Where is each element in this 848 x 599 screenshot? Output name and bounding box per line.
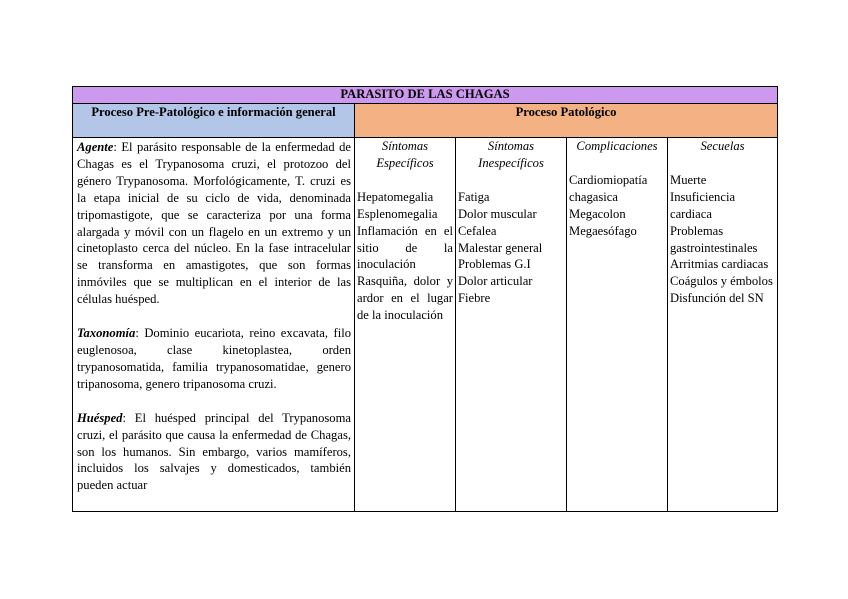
- list-item: Esplenomegalia: [357, 206, 438, 221]
- sintomas-especificos-cell: [355, 138, 456, 512]
- list-item: Malestar general: [458, 240, 543, 255]
- agente-term: Agente: [77, 140, 114, 154]
- secuelas-header: Secuelas: [700, 139, 745, 153]
- list-item: Arritmias cardiacas: [670, 257, 769, 272]
- header-row: [73, 104, 778, 138]
- list-item: Inflamación en el sitio de la inoculación: [357, 223, 453, 272]
- huesped-text: : El huésped principal del Trypanosoma cruzi, el parásito que causa la enfermedad de Chagas, son los humanos. Sin embargo, varios mamíferos, incluidos los salvajes y domesticados, también pueden actuar: [77, 410, 351, 493]
- huesped-paragraph: [77, 410, 351, 495]
- list-item: Fatiga: [458, 189, 490, 204]
- sintomas-especificos-list: [357, 189, 453, 324]
- header-patologico: Proceso Patológico: [355, 104, 778, 138]
- list-item: Dolor muscular: [458, 206, 537, 221]
- list-item: Fiebre: [458, 291, 491, 306]
- secuelas-cell: [668, 138, 778, 512]
- list-item: Insuficiencia cardiaca: [670, 189, 736, 221]
- sintomas-especificos-header: Síntomas Específicos: [376, 139, 434, 170]
- taxonomia-paragraph: [77, 325, 351, 393]
- list-item: Problemas G.I: [458, 257, 531, 272]
- list-item: Muerte: [670, 172, 707, 187]
- header-pre-patologico: Proceso Pre-Patológico e información general: [73, 104, 355, 138]
- list-item: Hepatomegalia: [357, 189, 434, 204]
- list-item: Problemas gastrointestinales: [670, 223, 758, 255]
- taxonomia-term: Taxonomía: [77, 326, 136, 341]
- sintomas-inespecificos-list: [458, 189, 564, 307]
- huesped-term: Huésped: [77, 410, 123, 425]
- agente-paragraph: [77, 139, 351, 308]
- list-item: Cefalea: [458, 223, 497, 238]
- table-title: PARASITO DE LAS CHAGAS: [73, 87, 778, 104]
- list-item: Rasquiña, dolor y ardor en el lugar de la inoculación: [357, 274, 453, 323]
- complicaciones-cell: [567, 138, 668, 512]
- secuelas-list: [670, 172, 775, 307]
- taxonomia-text: : Dominio eucariota, reino excavata, filo euglenosoa, clase kinetoplastea, orden trypanosomatida, familia trypanosomatidae, genero tripanosoma, genero tripanosoma cruzi.: [77, 326, 351, 391]
- list-item: Cardiomiopatía chagasica: [569, 172, 648, 204]
- chagas-table: [72, 86, 778, 512]
- complicaciones-header: Complicaciones: [576, 139, 658, 153]
- list-item: Dolor articular: [458, 274, 533, 289]
- list-item: Coágulos y émbolos: [670, 274, 773, 289]
- list-item: Disfunción del SN: [670, 291, 764, 306]
- sintomas-inespecificos-header: Síntomas Inespecíficos: [478, 139, 544, 170]
- general-info-cell: [73, 138, 355, 512]
- title-row: [73, 87, 778, 104]
- sintomas-inespecificos-cell: [456, 138, 567, 512]
- content-row: [73, 138, 778, 512]
- list-item: Megacolon: [569, 206, 626, 221]
- list-item: Megaesófago: [569, 223, 637, 238]
- complicaciones-list: [569, 172, 665, 240]
- agente-text: : El parásito responsable de la enfermedad de Chagas es el Trypanosoma cruzi, el protozoo del género Trypanosoma. Morfológicamente, T. cruzi es la etapa inicial de su ciclo de vida, denominada tripomastigote, que se caracteriza por una forma alargada y móvil con un flagelo en un extremo y un cinetoplasto cerca del núcleo. En la fase intracelular se transforma en amastigotes, que son formas inmóviles que se multiplican en el interior de las células huésped.: [77, 140, 351, 307]
